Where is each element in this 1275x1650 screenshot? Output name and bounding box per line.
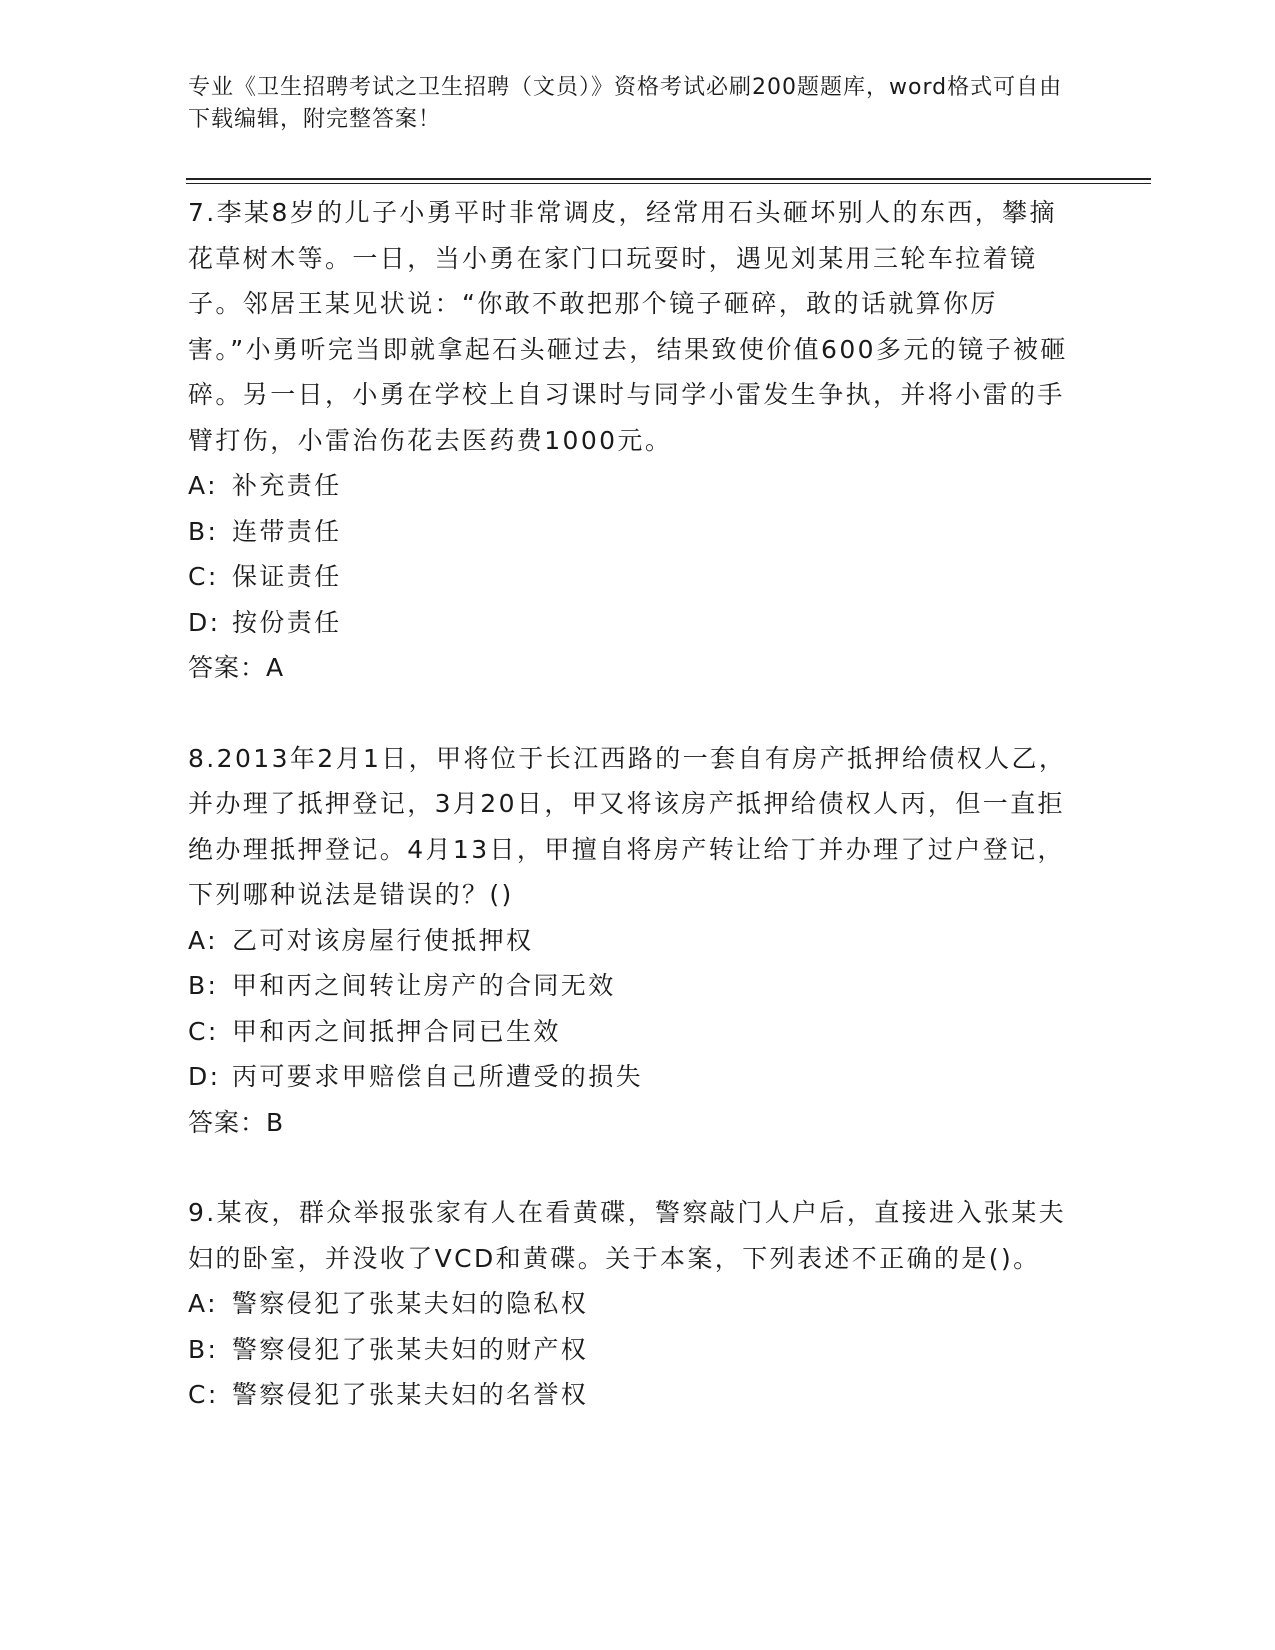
option-letter: A:	[188, 1289, 218, 1318]
question-stem: 8.2013年2月1日，甲将位于长江西路的一套自有房产抵押给债权人乙，并办理了抵押登记，3月20日，甲又将该房产抵押给债权人丙，但一直拒绝办理抵押登记。4月13日，甲擅自将房产转让给丁并办理了过户登记，下列哪种说法是错误的？()	[188, 743, 1067, 909]
option-a	[188, 463, 1068, 509]
option-text: 警察侵犯了张某夫妇的名誉权	[232, 1380, 589, 1409]
question-9	[188, 1190, 1068, 1418]
option-letter: B:	[188, 971, 219, 1000]
question-stem: 7.李某8岁的儿子小勇平时非常调皮，经常用石头砸坏别人的东西，攀摘花草树木等。一日，当小勇在家门口玩耍时，遇见刘某用三轮车拉着镜子。邻居王某见状说：“你敢不敢把那个镜子砸碎，敢的话就算你厉害。”小勇听完当即就拿起石头砸过去，结果致使价值600多元的镜子被砸碎。另一日，小勇在学校上自习课时与同学小雷发生争执，并将小雷的手臂打伤，小雷治伤花去医药费1000元。	[188, 198, 1068, 455]
option-letter: D:	[188, 607, 221, 637]
question-7	[188, 190, 1068, 691]
option-d	[188, 1054, 1068, 1100]
option-b	[188, 963, 1068, 1009]
question-list	[188, 190, 1068, 1418]
question-spacer	[188, 691, 1068, 736]
option-text: 保证责任	[232, 562, 342, 591]
option-d	[188, 600, 1068, 646]
option-letter: C:	[188, 1380, 219, 1409]
question-8	[188, 736, 1068, 1146]
question-spacer	[188, 1145, 1068, 1190]
option-a	[188, 918, 1068, 964]
option-letter: C:	[188, 1016, 219, 1046]
question-stem: 9.某夜，群众举报张家有人在看黄碟，警察敲门人户后，直接进入张某夫妇的卧室，并没收了VCD和黄碟。关于本案，下列表述不正确的是()。	[188, 1198, 1067, 1273]
option-a	[188, 1281, 1068, 1327]
option-letter: D:	[188, 1062, 221, 1091]
option-letter: B:	[188, 516, 219, 546]
option-b	[188, 1327, 1068, 1373]
option-text: 按份责任	[232, 607, 342, 637]
option-text: 警察侵犯了张某夫妇的财产权	[232, 1334, 589, 1364]
document-header: 专业《卫生招聘考试之卫生招聘（文员）》资格考试必刷200题题库，word格式可自由下载编辑，附完整答案！	[188, 75, 1063, 132]
option-text: 补充责任	[232, 471, 342, 500]
option-letter: A:	[188, 925, 218, 955]
option-letter: B:	[188, 1334, 219, 1364]
option-text: 警察侵犯了张某夫妇的隐私权	[232, 1289, 589, 1318]
option-text: 甲和丙之间转让房产的合同无效	[232, 971, 616, 1000]
answer-line: 答案：B	[188, 1107, 285, 1137]
option-text: 甲和丙之间抵押合同已生效	[232, 1016, 561, 1046]
option-text: 丙可要求甲赔偿自己所遭受的损失	[232, 1062, 644, 1091]
header-divider-thick	[186, 178, 1151, 180]
option-text: 连带责任	[232, 516, 342, 546]
option-letter: A:	[188, 471, 218, 500]
option-b	[188, 509, 1068, 555]
option-c	[188, 554, 1068, 600]
option-c	[188, 1009, 1068, 1055]
option-letter: C:	[188, 562, 219, 591]
option-c	[188, 1372, 1068, 1418]
header-divider-thin	[186, 183, 1151, 184]
answer-line: 答案：A	[188, 653, 285, 682]
option-text: 乙可对该房屋行使抵押权	[232, 925, 534, 955]
